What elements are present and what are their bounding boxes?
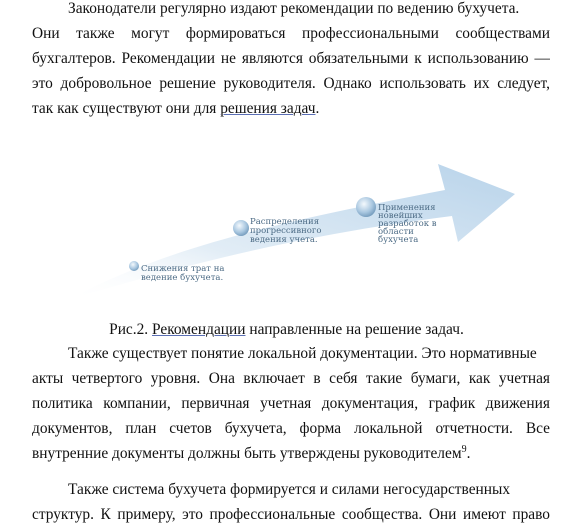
point-2-marker (233, 220, 249, 236)
recommendations-arrow-diagram (60, 150, 520, 310)
text-line: внутренние документы должны быть утверждены руководителем$^9$. (32, 443, 471, 462)
text-line: бухгалтеров. Рекомендации не являются обязательными к использованию — (32, 50, 550, 67)
hyperlink-recommendations[interactable]: Рекомендации (152, 321, 246, 338)
paragraph-local-documentation (32, 341, 550, 466)
text-line: структур. К примеру, это профессиональные сообщества. Они имеют право (32, 506, 550, 523)
paragraph-non-governmental (32, 477, 550, 527)
text-line: так как существуют они для решения задач. (32, 100, 320, 117)
text-line: документов, план счетов бухучета, форма локальной отчетности. Все (32, 420, 550, 437)
text-line: это добровольное решение руководителя. Однако использовать их следует, (32, 75, 550, 92)
paragraph-legislators (32, 0, 550, 121)
text-line: Также существует понятие локальной документации. Это нормативные (68, 345, 537, 362)
point-1-marker (129, 261, 139, 271)
point-2-label: Распределения прогрессивного ведения учета. (250, 217, 322, 245)
point-1-label: Снижения трат на ведение бухучета. (141, 264, 225, 283)
text-line: Также система бухучета формируется и силами негосударственных (68, 481, 511, 498)
text-line: Они также могут формироваться профессиональными сообществами (32, 25, 550, 42)
hyperlink-task-solutions[interactable]: решения задач (220, 100, 316, 117)
point-3-label: Применения новейших разработок в области бухучета (378, 203, 437, 245)
text-line: политика компании, первичная учетная документация, график движения (32, 395, 550, 412)
footnote-marker[interactable]: 9 (461, 443, 467, 455)
figure-caption: Рис.2. Рекомендации направленные на решение задач. (109, 321, 464, 338)
text-line: Законодатели регулярно издают рекомендации по ведению бухучета. (68, 0, 520, 17)
text-line: акты четвертого уровня. Она включает в себя такие бумаги, как учетная (32, 370, 550, 387)
point-3-marker (356, 197, 376, 217)
